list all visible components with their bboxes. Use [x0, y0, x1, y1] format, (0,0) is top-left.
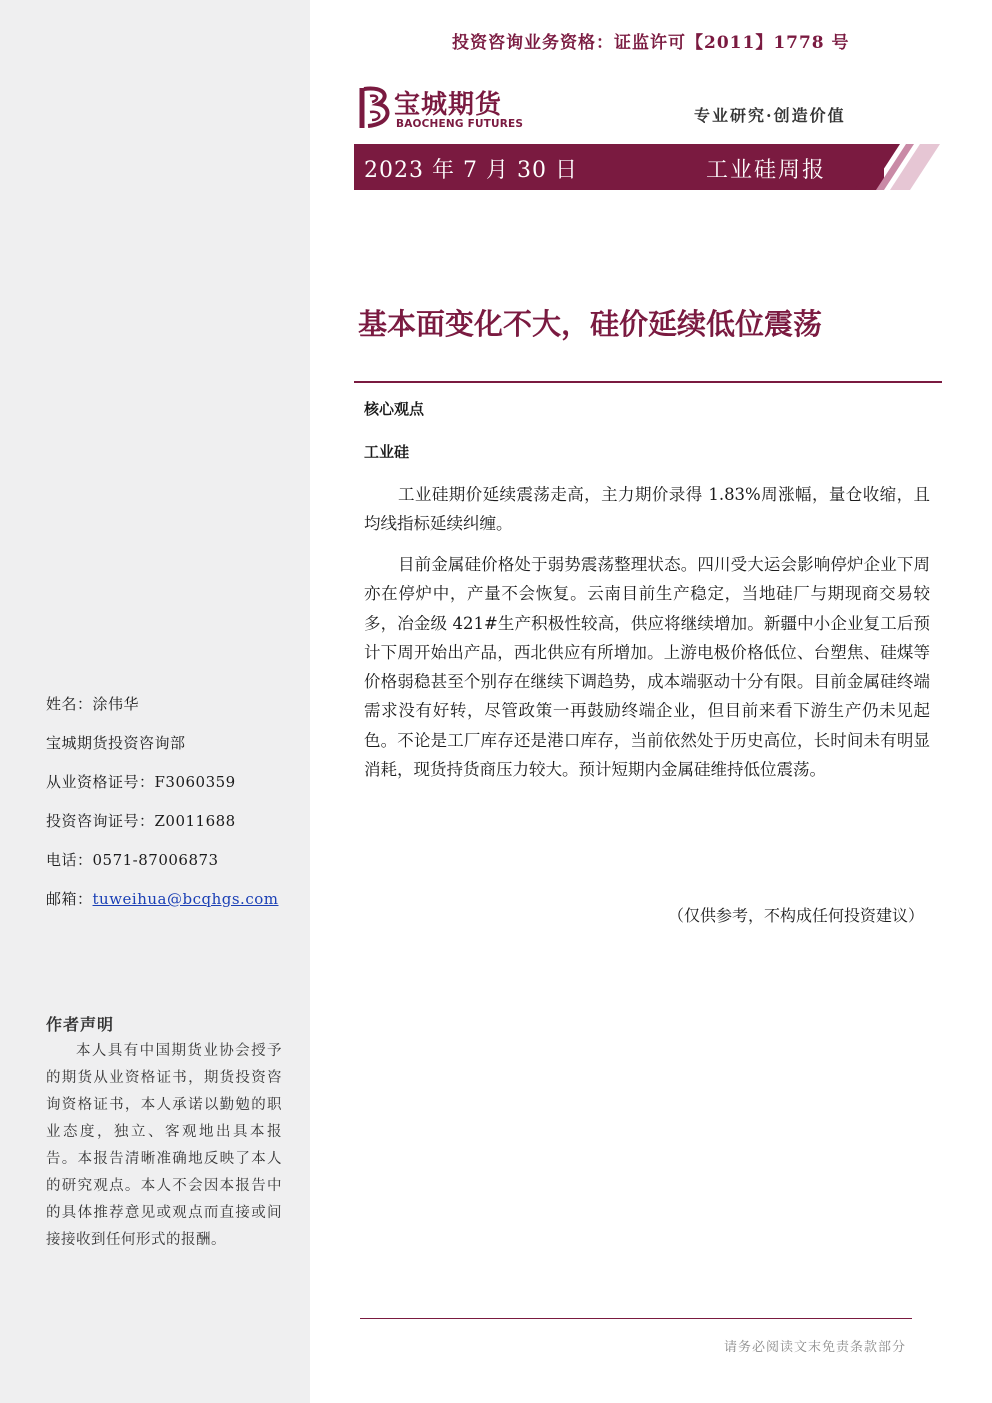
report-type: 工业硅周报 [706, 158, 827, 183]
statement-text: 本人具有中国期货业协会授予的期货从业资格证书，期货投资咨询资格证书，本人承诺以勤勉的职业态度，独立、客观地出具本报告。本报告清晰准确地反映了本人的研究观点。本人不会因本报告中的具体推荐意见或观点而直接或间接接收到任何形式的报酬。 [46, 1043, 282, 1248]
brand-name-en: BAOCHENG FUTURES [396, 118, 524, 130]
report-headline: 基本面变化不大，硅价延续低位震荡 [358, 307, 823, 341]
divider [354, 381, 942, 383]
report-banner [354, 144, 940, 190]
analyst-phone: 电话：0571-87006873 [46, 851, 219, 869]
email-label: 邮箱： [46, 890, 93, 908]
section-subject: 工业硅 [364, 443, 410, 461]
footer-disclaimer: 请务必阅读文末免责条款部分 [723, 1340, 906, 1355]
section-core-view: 核心观点 [364, 400, 425, 418]
analyst-consulting-no: 投资咨询证号：Z0011688 [46, 812, 236, 830]
statement-title: 作者声明 [46, 1015, 115, 1034]
brand-name-cn: 宝城期货 [394, 90, 503, 120]
report-date: 2023 年 7 月 30 日 [364, 158, 578, 183]
analyst-qualification: 从业资格证号：F3060359 [46, 773, 236, 791]
brand-logo [356, 84, 526, 132]
footer-divider [360, 1318, 912, 1319]
analyst-name: 姓名：涂伟华 [46, 695, 140, 713]
analyst-email-row [46, 888, 278, 909]
paragraph-1: 工业硅期价延续震荡走高，主力期价录得 1.83%周涨幅，量仓收缩，且均线指标延续纠缠。 [364, 485, 930, 534]
analyst-department: 宝城期货投资咨询部 [46, 734, 186, 752]
email-link[interactable]: tuweihua@bcqhgs.com [92, 890, 279, 908]
brand-logo-icon [356, 84, 398, 130]
reference-note: （仅供参考，不构成任何投资建议） [667, 906, 924, 925]
paragraph-2: 目前金属硅价格处于弱势震荡整理状态。四川受大运会影响停炉企业下周亦在停炉中，产量不会恢复。云南目前生产稳定，当地硅厂与期现商交易较多，冶金级 421#生产积极性较高，供应将继续增加。新疆中小企业复工后预计下周开始出产品，西北供应有所增加。上游电极价格低位、台塑焦、硅煤等价格弱稳甚至个别存在继续下调趋势，成本端驱动十分有限。目前金属硅终端需求没有好转，尽管政策一再鼓励终端企业，但目前来看下游生产仍未见起色。不论是工厂库存还是港口库存，当前依然处于历史高位，长时间未有明显消耗，现货持货商压力较大。预计短期内金属硅维持低位震荡。 [364, 555, 930, 780]
brand-slogan: 专业研究·创造价值 [694, 106, 846, 125]
license-line: 投资咨询业务资格：证监许可【2011】1778 号 [452, 33, 850, 53]
